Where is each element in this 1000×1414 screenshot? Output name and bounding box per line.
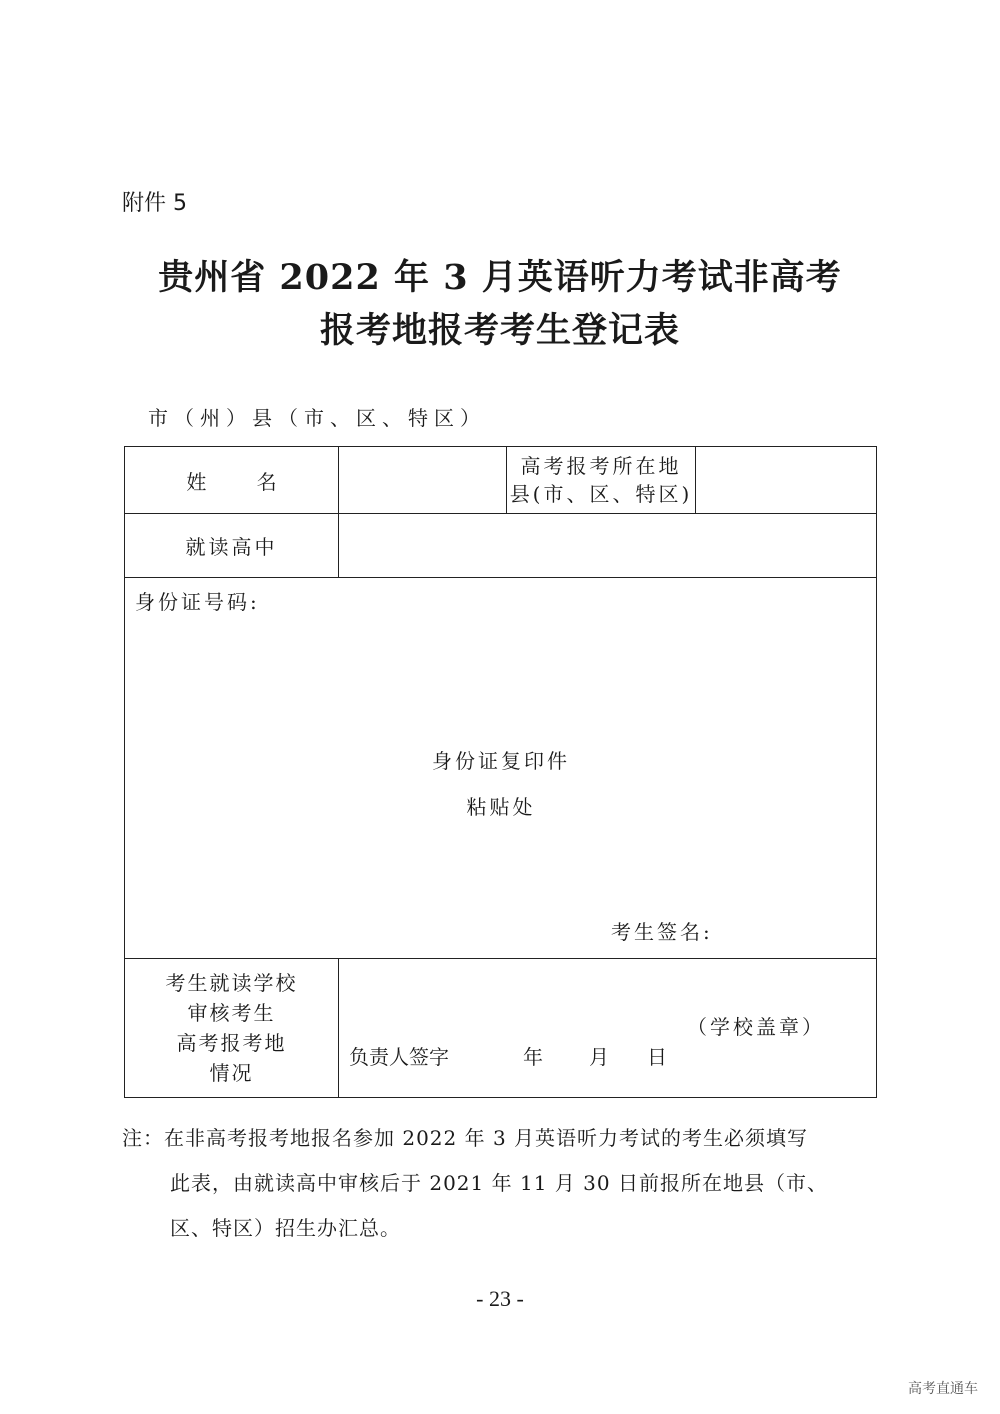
school-stamp-label: （学校盖章）: [687, 1015, 825, 1039]
attachment-label: 附件 5: [122, 191, 187, 216]
review-label-line: 情况: [209, 1061, 254, 1085]
day-label: 日: [647, 1045, 667, 1069]
form-row-id: [125, 578, 877, 959]
id-number-label: 身份证号码:: [135, 590, 260, 614]
month-label: 月: [589, 1045, 609, 1069]
exam-place-label-line-2: 县(市、区、特区): [509, 482, 693, 506]
exam-place-label: [507, 447, 696, 514]
note-line-3: 区、特区）招生办汇总。: [170, 1216, 401, 1240]
form-row-school: [125, 514, 877, 578]
school-field[interactable]: [339, 514, 877, 578]
exam-place-field[interactable]: [696, 447, 877, 514]
review-label-line: 高考报考地: [176, 1031, 287, 1055]
review-label: [125, 959, 339, 1098]
note-line-1: 注：在非高考报考地报名参加 2022 年 3 月英语听力考试的考生必须填写: [122, 1126, 809, 1150]
exam-place-label-line-1: 高考报考所在地: [520, 454, 682, 478]
student-signature-label: 考生签名:: [611, 920, 713, 944]
id-copy-area[interactable]: [125, 578, 877, 959]
form-row-name: [125, 447, 877, 514]
responsible-signature-line: [349, 1041, 667, 1070]
watermark: 高考直通车: [908, 1381, 978, 1397]
document-title-line-2: 报考地报考考生登记表: [319, 310, 680, 351]
form-row-review: [125, 959, 877, 1098]
note-line-2: 此表，由就读高中审核后于 2021 年 11 月 30 日前报所在地县（市、: [170, 1171, 828, 1195]
document-title-line-1: 贵州省 2022 年 3 月英语听力考试非高考: [158, 257, 842, 298]
responsible-label: 负责人签字: [349, 1045, 449, 1069]
review-label-line: 考生就读学校: [165, 971, 298, 995]
region-line: 市（州）县（市、区、特区）: [148, 406, 486, 430]
school-label: 就读高中: [125, 514, 339, 578]
name-field[interactable]: [339, 447, 507, 514]
name-label: 姓 名: [125, 447, 339, 514]
paste-here-text: 粘贴处: [466, 795, 536, 819]
review-field[interactable]: [339, 959, 877, 1098]
year-label: 年: [523, 1045, 543, 1069]
page-number: - 23 -: [476, 1286, 524, 1311]
review-label-line: 审核考生: [187, 1001, 276, 1025]
id-copy-text: 身份证复印件: [432, 749, 570, 773]
note-paragraph: [122, 1116, 892, 1251]
registration-form-table: [124, 446, 877, 1098]
